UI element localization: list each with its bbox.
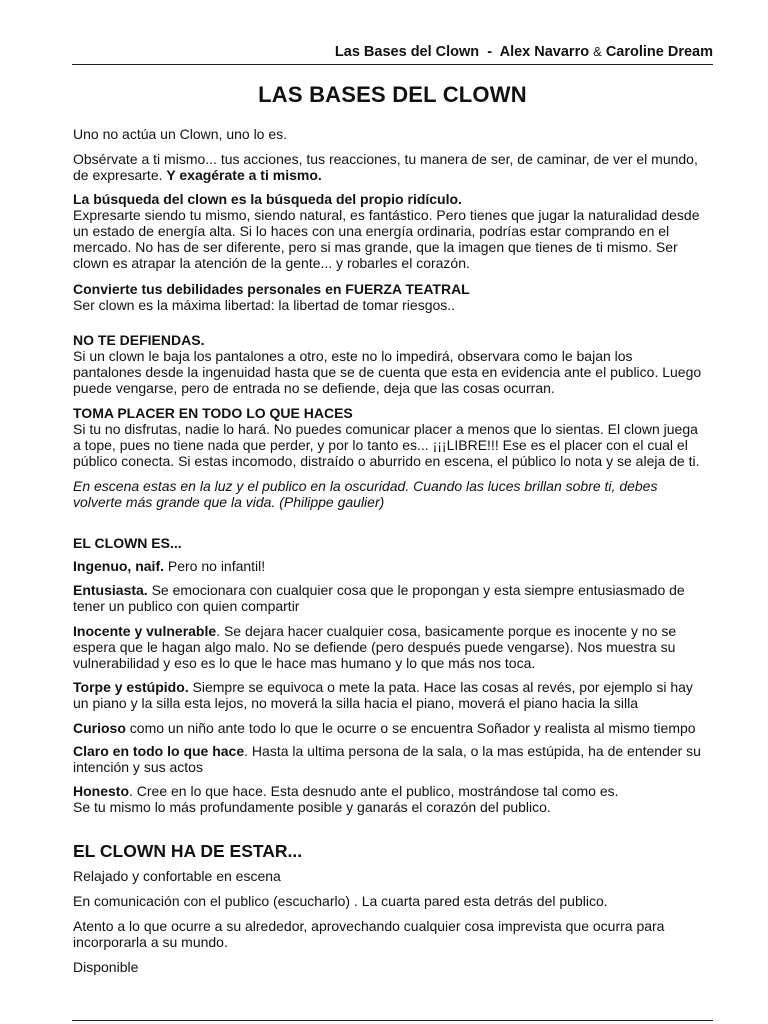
header-ampersand: & (593, 44, 602, 59)
trait-text: Siempre se equivoca o mete la pata. Hace las cosas al revés, por ejemplo si hay (188, 679, 693, 695)
trait-text: . Cree en lo que hace. Esta desnudo ante el publico, mostrándose tal como es. (129, 783, 619, 799)
ha-de-estar-heading: EL CLOWN HA DE ESTAR... (73, 841, 303, 861)
page-title: LAS BASES DEL CLOWN (258, 82, 527, 107)
paragraph-line: puede vengarse, pero de entrada no se defiende, deja que las cosas ocurran. (73, 380, 555, 396)
estar-text: Relajado y confortable en escena (73, 868, 281, 884)
header-doc-title: Las Bases del Clown (334, 44, 480, 60)
trait-term: Entusiasta. (73, 582, 148, 598)
header-author-1: Alex Navarro (499, 44, 590, 60)
paragraph-line: Si un clown le baja los pantalones a otro, este no lo impedirá, observara como le bajan los (73, 348, 633, 364)
trait-text: Se emocionara con cualquier cosa que le propongan y esta siempre entusiasmado de (147, 582, 685, 598)
trait-text: vulnerabilidad y eso es lo que le hace mas humano y lo que más nos toca. (73, 655, 536, 671)
quote-philippe-gaulier (73, 478, 721, 510)
quote-line: volverte más grande que la vida. (Philippe gaulier) (73, 494, 385, 510)
header-author-2: Caroline Dream (605, 44, 713, 60)
trait-entusiasta (73, 582, 721, 614)
paragraph-line: Si tu no disfrutas, nadie lo hará. No puedes comunicar placer a menos que lo sientas. El clown juega (73, 421, 698, 437)
section-heading: Convierte tus debilidades personales en FUERZA TEATRAL (73, 281, 470, 297)
intro-text: de expresarte. (73, 167, 167, 183)
intro-paragraph-1 (73, 126, 721, 142)
paragraph-line: clown es atrapar la atención de la gente... y robarles el corazón. (73, 255, 470, 271)
estar-item (73, 868, 721, 884)
trait-honesto (73, 783, 721, 815)
trait-text: tener un publico con quien compartir (73, 598, 300, 614)
section-no-te-defiendas (73, 332, 721, 396)
section-debilidades (73, 281, 721, 313)
section-toma-placer (73, 405, 721, 469)
estar-item (73, 959, 721, 975)
footer-rule (72, 1020, 713, 1021)
estar-text: Atento a lo que ocurre a su alrededor, aprovechando cualquier cosa imprevista que ocurra para (73, 918, 665, 934)
trait-text: . Se dejara hacer cualquier cosa, basicamente porque es inocente y no se (216, 623, 677, 639)
trait-text: espera que le hagan algo malo. No se defiende (pero después puede vengarse). Nos muestra su (73, 639, 676, 655)
intro-line: Uno no actúa un Clown, uno lo es. (73, 126, 288, 142)
intro-line: Obsérvate a ti mismo... tus acciones, tus reacciones, tu manera de ser, de caminar, de ver el mundo, (73, 151, 698, 167)
intro-paragraph-2 (73, 151, 721, 183)
paragraph-line: pantalones desde la ingenuidad hasta que se de cuenta que esta en evidencia ante el publico. Luego (73, 364, 702, 380)
section-heading: NO TE DEFIENDAS. (73, 332, 205, 348)
trait-text: como un niño ante todo lo que le ocurre o se encuentra Soñador y realista al mismo tiempo (125, 720, 696, 736)
trait-text: . Hasta la ultima persona de la sala, o la mas estúpida, ha de entender su (244, 743, 701, 759)
trait-term: Honesto (73, 783, 129, 799)
trait-text: un piano y la silla esta lejos, no moverá la silla hacia el piano, moverá el piano hacia la silla (73, 695, 638, 711)
trait-term: Inocente y vulnerable (73, 623, 217, 639)
trait-curioso (73, 720, 721, 736)
paragraph-line: Ser clown es la máxima libertad: la libertad de tomar riesgos.. (73, 297, 456, 313)
header-separator: - (487, 44, 493, 60)
trait-term: Torpe y estúpido. (73, 679, 189, 695)
section-heading: TOMA PLACER EN TODO LO QUE HACES (73, 405, 353, 421)
quote-line: En escena estas en la luz y el publico en la oscuridad. Cuando las luces brillan sobre ti, debes (73, 478, 658, 494)
paragraph-line: Expresarte siendo tu mismo, siendo natural, es fantástico. Pero tienes que jugar la naturalidad desde (73, 207, 700, 223)
trait-term: Claro en todo lo que hace (73, 743, 245, 759)
trait-ingenuo (73, 558, 721, 574)
running-header (72, 44, 713, 64)
trait-term: Ingenuo, naif. (73, 558, 164, 574)
estar-text: incorporarla a su mundo. (73, 934, 228, 950)
trait-inocente (73, 623, 721, 671)
trait-claro (73, 743, 721, 775)
paragraph-line: un estado de energía alta. Si lo haces con una energía ordinaria, podrías estar comprando en el (73, 223, 670, 239)
estar-text: En comunicación con el publico (escucharlo) . La cuarta pared esta detrás del publico. (73, 893, 608, 909)
clown-es-heading: EL CLOWN ES... (73, 535, 182, 551)
trait-term: Curioso (73, 720, 126, 736)
header-rule (72, 64, 713, 65)
trait-text: intención y sus actos (73, 759, 203, 775)
intro-emphasis: Y exagérate a ti mismo. (166, 167, 322, 183)
paragraph-line: a tope, pues no tiene nada que perder, y por lo tanto es... ¡¡¡LIBRE!!! Ese es el placer con el cual el (73, 437, 688, 453)
trait-torpe (73, 679, 721, 711)
estar-item (73, 918, 721, 950)
paragraph-line: público conecta. Si estas incomodo, distraído o aburrido en escena, el público lo nota y se aleja de ti. (73, 453, 700, 469)
trait-text: Se tu mismo lo más profundamente posible y ganarás el corazón del publico. (73, 799, 551, 815)
section-busqueda (73, 191, 721, 271)
estar-text: Disponible (73, 959, 139, 975)
estar-item (73, 893, 721, 909)
section-heading: La búsqueda del clown es la búsqueda del propio ridículo. (73, 191, 462, 207)
trait-text: Pero no infantil! (164, 558, 266, 574)
paragraph-line: mercado. No has de ser diferente, pero si mas grande, que la imagen que tienes de ti mismo. Ser (73, 239, 678, 255)
intro-line (73, 167, 721, 183)
